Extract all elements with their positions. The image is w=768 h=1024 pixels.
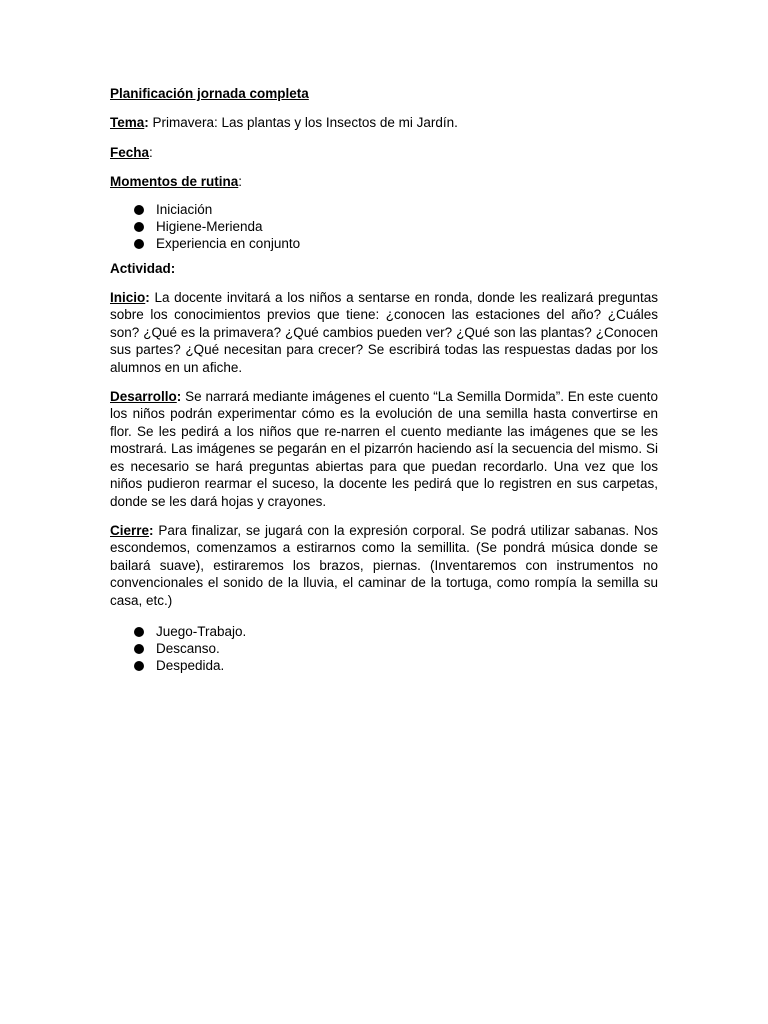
document-title: Planificación jornada completa bbox=[110, 86, 309, 101]
list-item bbox=[110, 235, 658, 252]
cierre-label: Cierre bbox=[110, 522, 150, 538]
actividad-heading: Actividad: bbox=[110, 260, 176, 276]
document-body bbox=[110, 85, 658, 682]
cierre-text: Para finalizar, se jugará con la expresión corporal. Se podrá utilizar sabanas. Nos escondemos, comenzamos a estirarnos como la semillita. (Se pondrá música donde se bailará suave), estiraremos los brazos, piernas. (Inventaremos con instrumentos no convencionales el sonido de la lluvia, el caminar de la tortuga, como rompía la semilla su casa, etc.) bbox=[110, 522, 658, 608]
momentos-list bbox=[110, 201, 658, 252]
final-list bbox=[110, 623, 658, 674]
tema-colon: : bbox=[144, 115, 149, 131]
list-item-text: Iniciación bbox=[156, 201, 213, 217]
list-item-text: Experiencia en conjunto bbox=[156, 235, 301, 251]
bullet-icon bbox=[134, 644, 144, 654]
momentos-field bbox=[110, 173, 658, 190]
list-item bbox=[110, 201, 658, 218]
list-item bbox=[110, 640, 658, 657]
list-item bbox=[110, 623, 658, 640]
bullet-icon bbox=[134, 239, 144, 249]
list-item bbox=[110, 657, 658, 674]
list-item-text: Descanso. bbox=[156, 640, 220, 656]
momentos-colon: : bbox=[238, 174, 243, 190]
fecha-label: Fecha bbox=[110, 144, 150, 160]
momentos-label: Momentos de rutina bbox=[110, 174, 239, 190]
bullet-icon bbox=[134, 661, 144, 671]
bullet-icon bbox=[134, 627, 144, 637]
cierre-paragraph: Cierre: Para finalizar, se jugará con la expresión corporal. Se podrá utilizar sabanas. Nos escondemos, comenzamos a estirarnos como la semillita. (Se pondrá música donde se bailará suave), estiraremos los brazos, piernas. (Inventaremos con instrumentos no convencionales el sonido de la lluvia, el caminar de la tortuga, como rompía la semilla su casa, etc.) bbox=[110, 522, 658, 608]
list-item-text: Despedida. bbox=[156, 657, 225, 673]
inicio-text: La docente invitará a los niños a sentarse en ronda, donde les realizará preguntas sobre los conocimientos previos que tiene: ¿conocen las estaciones del año? ¿Cuáles son? ¿Qué es la primavera? ¿Qué cambios pueden ver? ¿Qué son las plantas? ¿Conocen sus partes? ¿Qué necesitan para crecer? Se escribirá todas las respuestas dadas por los alumnos en un afiche. bbox=[110, 290, 658, 375]
tema-label: Tema bbox=[110, 115, 145, 131]
bullet-icon bbox=[134, 205, 144, 215]
fecha-colon: : bbox=[149, 144, 153, 160]
list-item bbox=[110, 218, 658, 235]
desarrollo-label: Desarrollo bbox=[110, 389, 177, 405]
fecha-field bbox=[110, 144, 658, 161]
list-item-text: Juego-Trabajo. bbox=[156, 623, 247, 639]
desarrollo-paragraph: Desarrollo: Se narrará mediante imágenes el cuento “La Semilla Dormida”. En este cuento los niños podrán experimentar cómo es la evolución de una semilla hasta convertirse en flor. Se les pedirá a los niños que re-narren el cuento mediante las imágenes que se les mostrará. Las imágenes se pegarán en el pizarrón haciendo así la secuencia del mismo. Si es necesario se hará preguntas abiertas para que puedan recordarlo. Una vez que los niños pudieron rearmar el suceso, la docente les pedirá que lo registren en sus carpetas, donde se les dará hojas y crayones. bbox=[110, 389, 658, 509]
desarrollo-text: Se narrará mediante imágenes el cuento “La Semilla Dormida”. En este cuento los niños podrán experimentar cómo es la evolución de una semilla hasta convertirse en flor. Se les pedirá a los niños que re-narren el cuento mediante las imágenes que se les mostrará. Las imágenes se pegarán en el pizarrón haciendo así la secuencia del mismo. Si es necesario se hará preguntas abiertas para que puedan recordarlo. Una vez que los niños pudieron rearmar el suceso, la docente les pedirá que lo registren en sus carpetas, donde se les dará hojas y crayones. bbox=[110, 389, 658, 509]
tema-value: Primavera: Las plantas y los Insectos de mi Jardín. bbox=[148, 115, 458, 131]
bullet-icon bbox=[134, 222, 144, 232]
inicio-paragraph: Inicio: La docente invitará a los niños a sentarse en ronda, donde les realizará preguntas sobre los conocimientos previos que tiene: ¿conocen las estaciones del año? ¿Cuáles son? ¿Qué es la primavera? ¿Qué cambios pueden ver? ¿Qué son las plantas? ¿Conocen sus partes? ¿Qué necesitan para crecer? Se escribirá todas las respuestas dadas por los alumnos en un afiche. bbox=[110, 290, 658, 375]
inicio-label: Inicio bbox=[110, 290, 146, 306]
list-item-text: Higiene-Merienda bbox=[156, 218, 263, 234]
tema-field bbox=[110, 114, 658, 131]
